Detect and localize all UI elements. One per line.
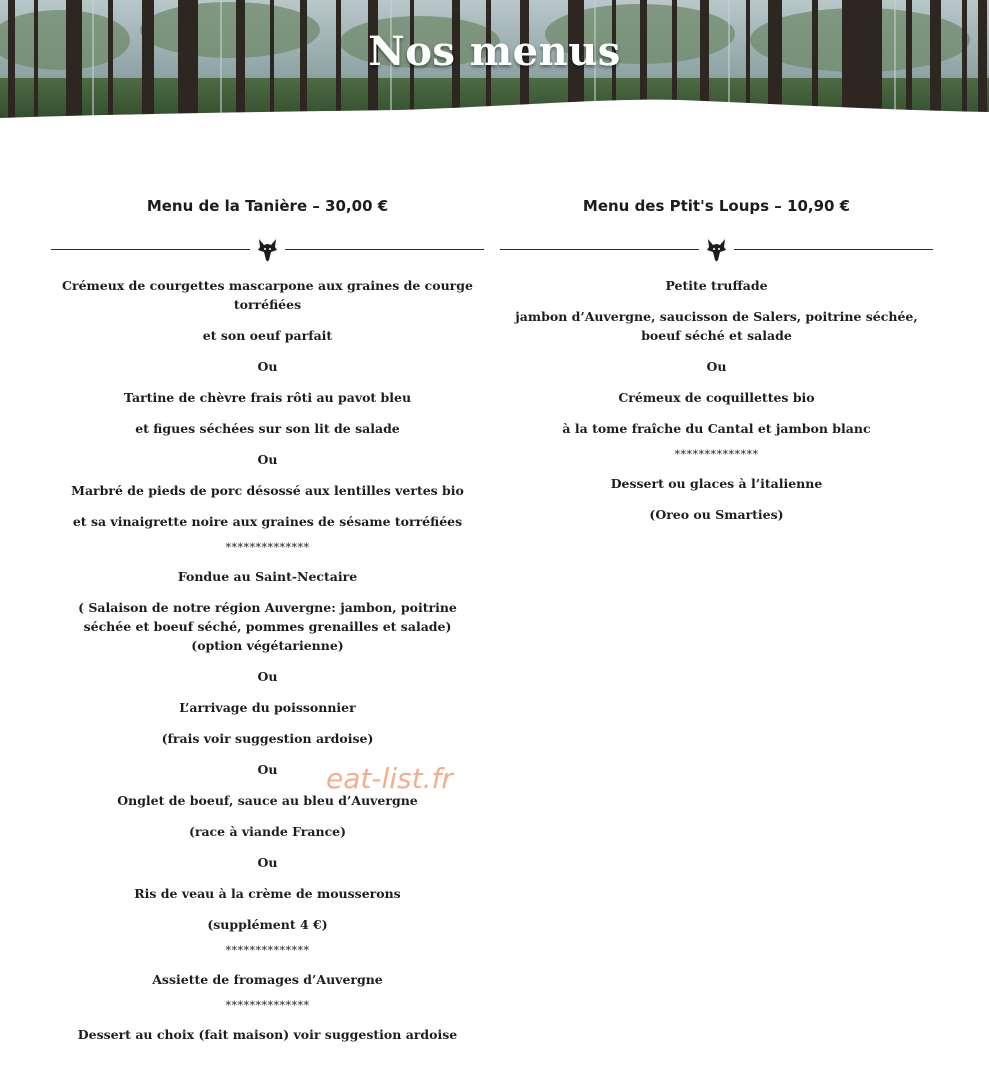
- menu-item-or: Ou: [706, 359, 727, 374]
- header-banner: [0, 0, 989, 125]
- menu-item: ( Salaison de notre région Auvergne: jambon, poitrine séchée et boeuf séché, pommes grenailles et salade) (option végétarienne): [78, 600, 457, 653]
- menu-ptits-loups: [500, 190, 933, 536]
- menu-divider: [51, 238, 484, 262]
- menu-item-or: Ou: [257, 669, 278, 684]
- menu-item-or: Ou: [257, 452, 278, 467]
- wolf-head-icon: [257, 238, 278, 262]
- menu-item: et figues séchées sur son lit de salade: [135, 421, 400, 436]
- watermark: eat-list.fr: [326, 762, 453, 795]
- course-separator: **************: [225, 999, 310, 1012]
- menu-item: (race à viande France): [188, 824, 347, 839]
- menu-item: L’arrivage du poissonnier: [179, 700, 356, 715]
- menu-item: (frais voir suggestion ardoise): [161, 731, 374, 746]
- menu-item: Crémeux de coquillettes bio: [618, 390, 815, 405]
- menu-item: (supplément 4 €): [207, 917, 328, 932]
- course-separator: **************: [674, 448, 759, 461]
- menu-item: Onglet de boeuf, sauce au bleu d’Auvergne: [117, 793, 418, 808]
- menu-item: Petite truffade: [665, 278, 768, 293]
- menu-item: Fondue au Saint-Nectaire: [177, 569, 358, 584]
- divider-line: [734, 249, 933, 250]
- menu-divider: [500, 238, 933, 262]
- menu-item-or: Ou: [257, 855, 278, 870]
- menu-title: Menu de la Tanière – 30,00 €: [146, 197, 389, 215]
- menu-item: Tartine de chèvre frais rôti au pavot bleu: [123, 390, 412, 405]
- wolf-head-icon: [706, 238, 727, 262]
- menu-item-or: Ou: [257, 359, 278, 374]
- menu-taniere: [51, 190, 484, 1056]
- menu-item: (Oreo ou Smarties): [649, 507, 784, 522]
- menu-item: à la tome fraîche du Cantal et jambon blanc: [562, 421, 871, 436]
- menu-item: jambon d’Auvergne, saucisson de Salers, poitrine séchée, boeuf séché et salade: [515, 309, 918, 343]
- divider-line: [51, 249, 250, 250]
- menu-title: Menu des Ptit's Loups – 10,90 €: [582, 197, 851, 215]
- menu-items: [500, 276, 933, 524]
- divider-line: [285, 249, 484, 250]
- menu-item: Dessert au choix (fait maison) voir suggestion ardoise: [77, 1027, 458, 1042]
- menu-items: [51, 276, 484, 1044]
- menu-item: et son oeuf parfait: [202, 328, 333, 343]
- divider-line: [500, 249, 699, 250]
- menu-item: Crémeux de courgettes mascarpone aux graines de courge torréfiées: [62, 278, 473, 312]
- menu-item-or: Ou: [257, 762, 278, 777]
- course-separator: **************: [225, 944, 310, 957]
- page-title: Nos menus: [368, 28, 621, 75]
- menu-item: Marbré de pieds de porc désossé aux lentilles vertes bio: [71, 483, 464, 498]
- menu-item: Ris de veau à la crème de mousserons: [134, 886, 401, 901]
- course-separator: **************: [225, 541, 310, 554]
- menu-item: Dessert ou glaces à l’italienne: [610, 476, 823, 491]
- menu-item: et sa vinaigrette noire aux graines de sésame torréfiées: [72, 514, 463, 529]
- menu-item: Assiette de fromages d’Auvergne: [152, 972, 383, 987]
